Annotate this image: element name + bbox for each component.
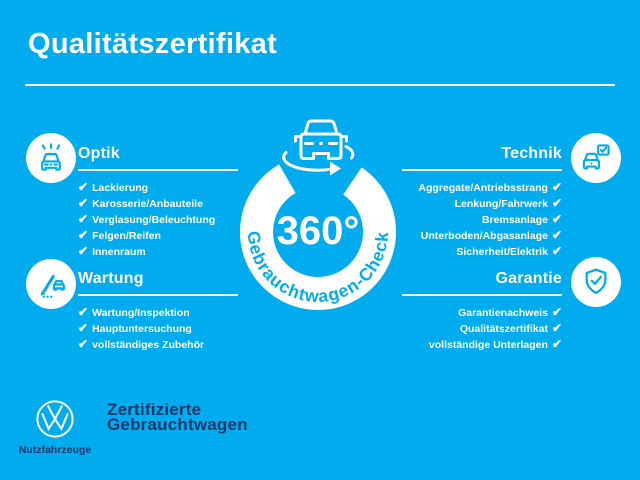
list-item bbox=[78, 228, 238, 244]
section-technik bbox=[402, 144, 562, 260]
tagline bbox=[107, 402, 248, 432]
check-icon: ✔ bbox=[551, 244, 562, 258]
list-item bbox=[78, 305, 238, 321]
section-garantie bbox=[402, 269, 562, 353]
car-check-icon bbox=[571, 133, 621, 183]
list-item bbox=[402, 321, 562, 337]
list-item bbox=[78, 321, 238, 337]
list-item bbox=[78, 337, 238, 353]
car-rotate-icon bbox=[284, 121, 353, 176]
service-pencil-icon bbox=[26, 259, 76, 309]
brand-label: Nutzfahrzeuge bbox=[18, 444, 92, 456]
list-item bbox=[402, 305, 562, 321]
check-icon: ✔ bbox=[78, 228, 89, 242]
optik-checklist bbox=[78, 180, 238, 260]
list-item bbox=[78, 196, 238, 212]
list-item-label: Bremsanlage bbox=[481, 214, 548, 226]
list-item-label: Hauptuntersuchung bbox=[92, 323, 192, 335]
degree-label: 360° bbox=[276, 209, 360, 253]
list-item bbox=[402, 212, 562, 228]
check-icon: ✔ bbox=[78, 305, 89, 319]
list-item bbox=[78, 244, 238, 260]
wartung-checklist bbox=[78, 305, 238, 353]
list-item bbox=[402, 228, 562, 244]
check-icon: ✔ bbox=[551, 305, 562, 319]
title-divider bbox=[25, 84, 615, 86]
list-item bbox=[402, 180, 562, 196]
tagline-line-1: Zertifizierte bbox=[107, 400, 202, 419]
section-wartung bbox=[78, 269, 238, 353]
list-item-label: Lackierung bbox=[92, 182, 149, 194]
check-icon: ✔ bbox=[78, 180, 89, 194]
list-item-label: vollständige Unterlagen bbox=[428, 339, 548, 351]
check-icon: ✔ bbox=[78, 244, 89, 258]
check-icon: ✔ bbox=[551, 337, 562, 351]
tagline-line-2: Gebrauchtwagen bbox=[107, 415, 248, 434]
section-technik-title: Technik bbox=[402, 144, 562, 171]
list-item-label: Unterboden/Abgasanlage bbox=[420, 230, 548, 242]
section-optik bbox=[78, 144, 238, 260]
page-title: Qualitätszertifikat bbox=[28, 28, 278, 60]
list-item-label: Aggregate/Antriebsstrang bbox=[418, 182, 548, 194]
section-optik-title: Optik bbox=[78, 144, 238, 171]
list-item bbox=[402, 337, 562, 353]
list-item bbox=[402, 244, 562, 260]
check-icon: ✔ bbox=[551, 228, 562, 242]
check-icon: ✔ bbox=[78, 337, 89, 351]
check-icon: ✔ bbox=[551, 180, 562, 194]
vw-logo-icon bbox=[35, 399, 75, 439]
technik-checklist bbox=[402, 180, 562, 260]
check-icon: ✔ bbox=[551, 321, 562, 335]
section-wartung-title: Wartung bbox=[78, 269, 238, 296]
ring-360-graphic bbox=[225, 105, 415, 320]
list-item-label: Innenraum bbox=[92, 246, 146, 258]
list-item-label: Qualitätszertifikat bbox=[459, 323, 548, 335]
list-item-label: Verglasung/Beleuchtung bbox=[92, 214, 216, 226]
list-item-label: Sicherheit/Elektrik bbox=[456, 246, 548, 258]
list-item bbox=[78, 212, 238, 228]
ring-curved-label: Gebrauchtwagen-Check bbox=[243, 230, 393, 307]
check-icon: ✔ bbox=[78, 196, 89, 210]
list-item-label: vollständiges Zubehör bbox=[92, 339, 205, 351]
list-item-label: Garantienachweis bbox=[458, 307, 548, 319]
garantie-checklist bbox=[402, 305, 562, 353]
check-icon: ✔ bbox=[551, 196, 562, 210]
list-item-label: Felgen/Reifen bbox=[92, 230, 161, 242]
check-icon: ✔ bbox=[551, 212, 562, 226]
shield-check-icon bbox=[571, 257, 621, 307]
section-garantie-title: Garantie bbox=[402, 269, 562, 296]
check-icon: ✔ bbox=[78, 212, 89, 226]
list-item-label: Wartung/Inspektion bbox=[92, 307, 190, 319]
list-item bbox=[78, 180, 238, 196]
car-headlight-icon bbox=[26, 133, 76, 183]
list-item bbox=[402, 196, 562, 212]
list-item-label: Lenkung/Fahrwerk bbox=[454, 198, 548, 210]
check-icon: ✔ bbox=[78, 321, 89, 335]
list-item-label: Karosserie/Anbauteile bbox=[92, 198, 203, 210]
